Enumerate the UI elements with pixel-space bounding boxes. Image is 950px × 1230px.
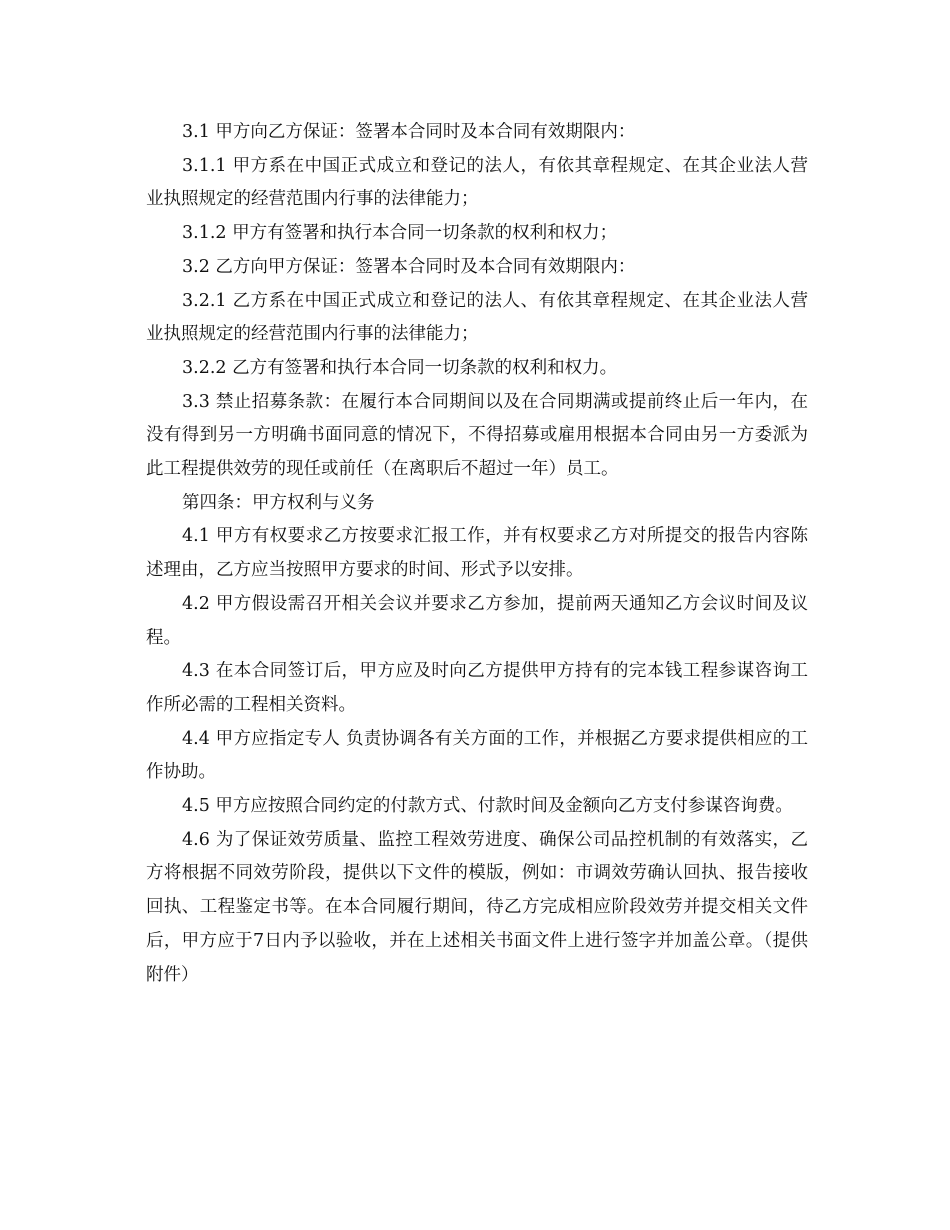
section-heading-article-4: 第四条：甲方权利与义务 [182,492,375,513]
document-body [146,116,808,992]
paragraph-4-3: 4.3 在本合同签订后，甲方应及时向乙方提供甲方持有的完本钱工程参谋咨询工作所必需的工程相关资料。 [146,661,808,715]
paragraph-4-5: 4.5 甲方应按照合同约定的付款方式、付款时间及金额向乙方支付参谋咨询费。 [182,796,793,817]
paragraph-4-1: 4.1 甲方有权要求乙方按要求汇报工作，并有权要求乙方对所提交的报告内容陈述理由，乙方应当按照甲方要求的时间、形式予以安排。 [146,526,808,581]
paragraph-3-3: 3.3 禁止招募条款：在履行本合同期间以及在合同期满或提前终止后一年内，在没有得到另一方明确书面同意的情况下，不得招募或雇用根据本合同由另一方委派为此工程提供效劳的现任或前任（在离职后不超过一年）员工。 [146,391,808,480]
paragraph-3-1-1: 3.1.1 甲方系在中国正式成立和登记的法人，有依其章程规定、在其企业法人营业执照规定的经营范围内行事的法律能力； [146,155,808,210]
paragraph-4-4: 4.4 甲方应指定专人 负责协调各有关方面的工作，并根据乙方要求提供相应的工作协助。 [146,728,808,783]
paragraph-4-2: 4.2 甲方假设需召开相关会议并要求乙方参加，提前两天通知乙方会议时间及议程。 [146,593,808,648]
paragraph-4-6: 4.6 为了保证效劳质量、监控工程效劳进度、确保公司品控机制的有效落实，乙方将根据不同效劳阶段，提供以下文件的模版，例如：市调效劳确认回执、报告接收回执、工程鉴定书等。在本合同履行期间，待乙方完成相应阶段效劳并提交相关文件后，甲方应于7日内予以验收，并在上述相关书面文件上进行签字并加盖公章。（提供附件） [146,829,808,985]
paragraph-3-2: 3.2 乙方向甲方保证：签署本合同时及本合同有效期限内： [182,256,636,277]
paragraph-3-1-2: 3.1.2 甲方有签署和执行本合同一切条款的权利和权力； [182,223,618,244]
paragraph-3-2-1: 3.2.1 乙方系在中国正式成立和登记的法人、有依其章程规定、在其企业法人营业执照规定的经营范围内行事的法律能力； [146,290,808,345]
paragraph-3-1: 3.1 甲方向乙方保证：签署本合同时及本合同有效期限内： [182,122,636,142]
paragraph-3-2-2: 3.2.2 乙方有签署和执行本合同一切条款的权利和权力。 [182,357,618,378]
